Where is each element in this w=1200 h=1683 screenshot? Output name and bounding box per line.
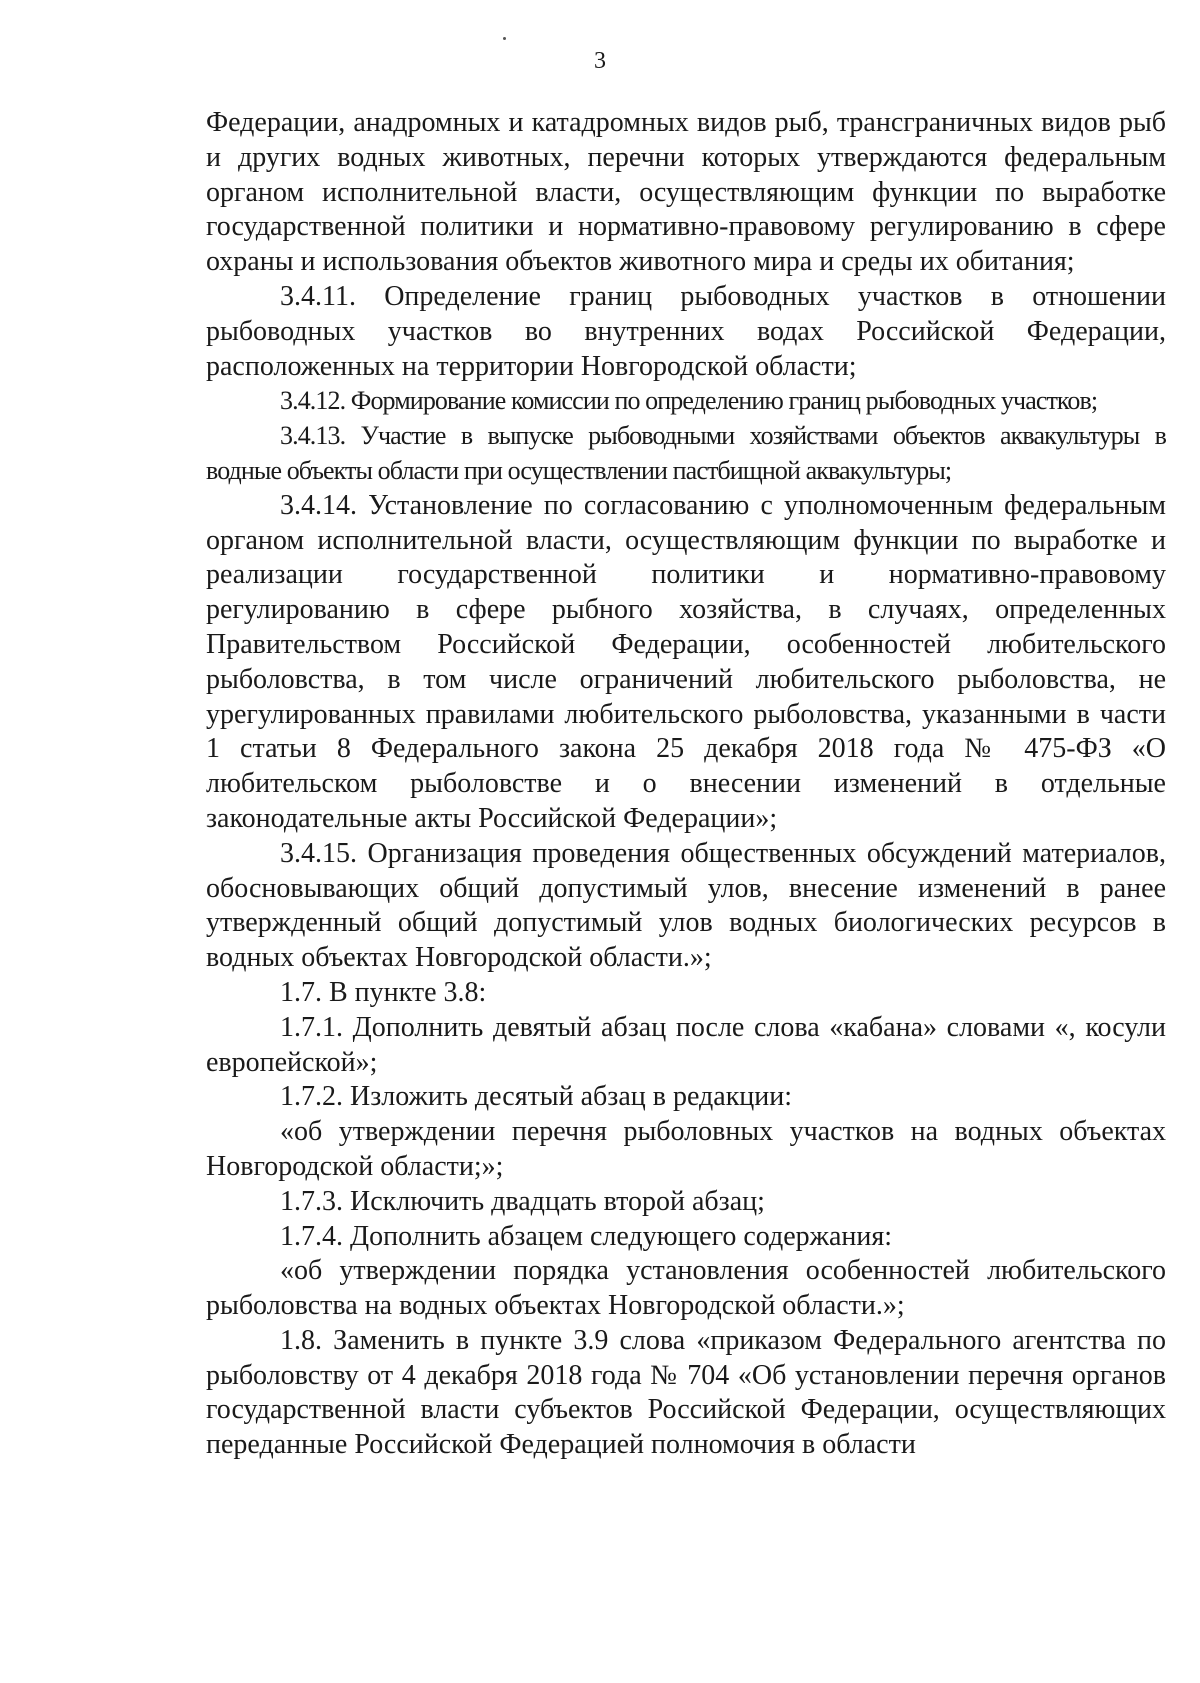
paragraph-1-8: 1.8. Заменить в пункте 3.9 слова «приказом Федерального агентства по рыболовству от 4 декабря 2018 года № 704 «Об установлении перечня органов государственной власти субъектов Российской Федерации, осуществляющих переданные Российской Федерацией полномочия в области [206, 1324, 1166, 1461]
paragraph-3-4-13: 3.4.13. Участие в выпуске рыбоводными хозяйствами объектов аквакультуры в водные объекты области при осуществлении пастбищной аквакультуры; [206, 421, 1166, 485]
page-number: 3 [594, 48, 606, 74]
document-body [206, 106, 1166, 1463]
paragraph-1-7-3: 1.7.3. Исключить двадцать второй абзац; [280, 1185, 765, 1217]
paragraph-continuation: Федерации, анадромных и катадромных видов рыб, трансграничных видов рыб и других водных животных, перечни которых утверждаются федеральным органом исполнительной власти, осуществляющим функции по выработке государственной политики и нормативно-правовому регулированию в сфере охраны и использования объектов животного мира и среды их обитания; [206, 107, 1166, 278]
paragraph-quote-rybolovnye-uchastki: «об утверждении перечня рыболовных участков на водных объектах Новгородской области;»; [206, 1116, 1166, 1182]
paragraph-1-7-4: 1.7.4. Дополнить абзацем следующего содержания: [280, 1220, 893, 1252]
paragraph-1-7: 1.7. В пункте 3.8: [280, 976, 487, 1008]
paragraph-3-4-11: 3.4.11. Определение границ рыбоводных участков в отношении рыбоводных участков во внутренних водах Российской Федерации, расположенных на территории Новгородской области; [206, 280, 1166, 382]
paragraph-1-7-1: 1.7.1. Дополнить девятый абзац после слова «кабана» словами «, косули европейской»; [206, 1011, 1166, 1078]
paragraph-1-7-2: 1.7.2. Изложить десятый абзац в редакции: [280, 1081, 793, 1113]
paragraph-3-4-15: 3.4.15. Организация проведения общественных обсуждений материалов, обосновывающих общий допустимый улов, внесение изменений в ранее утвержденный общий допустимый улов водных биологических ресурсов в водных объектах Новгородской области.»; [206, 837, 1166, 974]
paragraph-3-4-12: 3.4.12. Формирование комиссии по определению границ рыбоводных участков; [280, 386, 1098, 416]
paragraph-quote-osobennosti: «об утверждении порядка установления особенностей любительского рыболовства на водных объектах Новгородской области.»; [206, 1255, 1166, 1322]
scan-speck [503, 37, 506, 40]
paragraph-3-4-14: 3.4.14. Установление по согласованию с уполномоченным федеральным органом исполнительной власти, осуществляющим функции по выработке и реализации государственной политики и нормативно-правовому регулированию в сфере рыбного хозяйства, в случаях, определенных Правительством Российской Федерации, особенностей любительского рыболовства, в том числе ограничений любительского рыболовства, не урегулированных правилами любительского рыболовства, указанными в части 1 статьи 8 Федерального закона 25 декабря 2018 года № 475-ФЗ «О любительском рыболовстве и о внесении изменений в отдельные законодательные акты Российской Федерации»; [206, 489, 1166, 834]
